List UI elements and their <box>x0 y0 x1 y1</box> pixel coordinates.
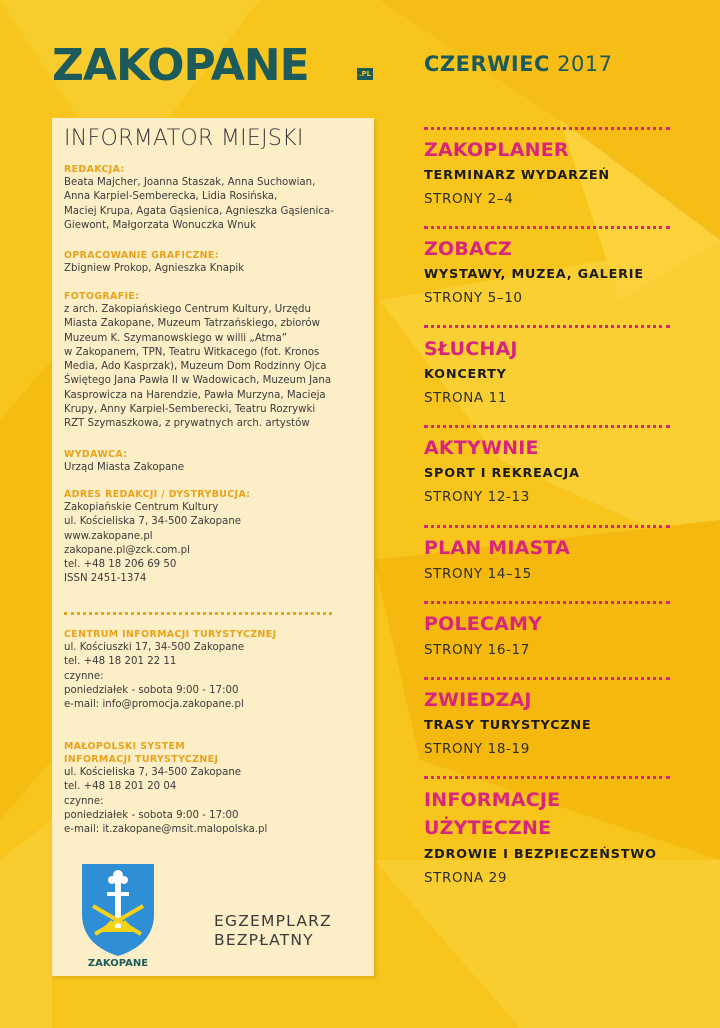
section-publisher <box>64 448 364 475</box>
toc-title-aktywnie[interactable]: AKTYWNIE <box>424 437 539 459</box>
toc-pages: STRONY 14–15 <box>424 566 532 582</box>
toc-title-informacje[interactable]: INFORMACJE UŻYTECZNE <box>424 789 561 839</box>
toc-divider <box>424 226 670 229</box>
section-tourist-info <box>64 628 364 712</box>
toc-subtitle: WYSTAWY, MUZEA, GALERIE <box>424 267 644 282</box>
section-address <box>64 488 364 587</box>
toc-pages: STRONY 16-17 <box>424 642 530 658</box>
toc-subtitle: KONCERTY <box>424 367 507 382</box>
toc-divider <box>424 425 670 428</box>
toc-divider <box>424 325 670 328</box>
section-body: Beata Majcher, Joanna Staszak, Anna Suchowian, Anna Karpiel-Semberecka, Lidia Rosińska, Maciej Krupa, Agata Gąsienica, Agnieszka Gąsienica- Giewont, Małgorzata Wonuczka Wnuk <box>64 177 334 231</box>
issue-date <box>424 52 613 76</box>
toc-divider <box>424 525 670 528</box>
toc-subtitle: TERMINARZ WYDARZEŃ <box>424 168 610 183</box>
section-body: Zbigniew Prokop, Agnieszka Knapik <box>64 263 245 274</box>
section-heading: ADRES REDAKCJI / DYSTRYBUCJA: <box>64 489 251 500</box>
divider <box>64 612 332 615</box>
section-body: ul. Kościuszki 17, 34-500 Zakopane tel. +48 18 201 22 11 czynne: poniedziałek - sobota 9:00 - 17:00 e-mail: info@promocja.zakopane.pl <box>64 642 245 711</box>
section-body: z arch. Zakopiańskiego Centrum Kultury, Urzędu Miasta Zakopane, Muzeum Tatrzańskiego, zbiorów Muzeum K. Szymanowskiego w willi „Atma” w Zakopanem, TPN, Teatru Witkacego (fot. Kronos Media, Ado Kasprzak), Muzeum Dom Rodzinny Ojca Świętego Jana Pawła II w Wadowicach, Muzeum Jana Kasprowicza na Harendzie, Pawła Murzyna, Macieja Krupy, Anny Karpiel-Semberecki, Teatru Rozrywki RZT Szymaszkowa, z prywatnych arch. artystów <box>64 304 332 430</box>
section-heading: MAŁOPOLSKI SYSTEM INFORMACJI TURYSTYCZNEJ <box>64 741 219 765</box>
toc-subtitle: ZDROWIE I BEZPIECZEŃSTWO <box>424 847 657 862</box>
info-panel <box>52 118 374 976</box>
panel-title: INFORMATOR MIEJSKI <box>64 126 304 151</box>
toc-divider <box>424 776 670 779</box>
toc-subtitle: SPORT I REKREACJA <box>424 466 580 481</box>
toc-title-plan-miasta[interactable]: PLAN MIASTA <box>424 537 571 559</box>
year: 2017 <box>557 52 613 76</box>
zakopane-coat-of-arms-icon <box>79 862 157 968</box>
toc-title-polecamy[interactable]: POLECAMY <box>424 613 543 635</box>
toc-divider <box>424 601 670 604</box>
toc-pages: STRONY 2–4 <box>424 191 514 207</box>
toc-pages: STRONA 29 <box>424 870 508 886</box>
zakopane-logo[interactable]: ZAKOPANE <box>52 40 309 91</box>
section-body: ul. Kościeliska 7, 34-500 Zakopane tel. +48 18 201 20 04 czynne: poniedziałek - sobota 9:00 - 17:00 e-mail: it.zakopane@msit.malopolska.pl <box>64 767 268 836</box>
toc-title-sluchaj[interactable]: SŁUCHAJ <box>424 338 518 360</box>
section-heading: OPRACOWANIE GRAFICZNE: <box>64 250 219 261</box>
toc-divider <box>424 127 670 130</box>
section-graphics <box>64 249 364 276</box>
toc-subtitle: TRASY TURYSTYCZNE <box>424 718 592 733</box>
section-heading: FOTOGRAFIE: <box>64 291 140 302</box>
toc-pages: STRONY 18-19 <box>424 741 530 757</box>
section-body: Urząd Miasta Zakopane <box>64 462 185 473</box>
toc-pages: STRONY 12-13 <box>424 489 530 505</box>
section-msit <box>64 740 364 837</box>
section-body: Zakopiańskie Centrum Kultury ul. Kościeliska 7, 34-500 Zakopane www.zakopane.pl zakopane.pl@zck.com.pl tel. +48 18 206 69 50 ISSN 2451-1374 <box>64 502 242 585</box>
toc-divider <box>424 677 670 680</box>
toc-pages: STRONA 11 <box>424 390 508 406</box>
toc-pages: STRONY 5–10 <box>424 290 523 306</box>
month: CZERWIEC <box>424 52 550 76</box>
logo-suffix: .PL <box>358 70 372 78</box>
section-heading: CENTRUM INFORMACJI TURYSTYCZNEJ <box>64 629 277 640</box>
section-heading: WYDAWCA: <box>64 449 128 460</box>
free-copy-label: EGZEMPLARZ BEZPŁATNY <box>214 912 332 949</box>
crest-label: ZAKOPANE <box>87 958 149 968</box>
toc-title-zwiedzaj[interactable]: ZWIEDZAJ <box>424 689 532 711</box>
section-redakcja <box>64 163 364 233</box>
section-photos <box>64 290 364 432</box>
toc-title-zakoplaner[interactable]: ZAKOPLANER <box>424 139 569 161</box>
toc-title-zobacz[interactable]: ZOBACZ <box>424 238 513 260</box>
section-heading: REDAKCJA: <box>64 164 125 175</box>
